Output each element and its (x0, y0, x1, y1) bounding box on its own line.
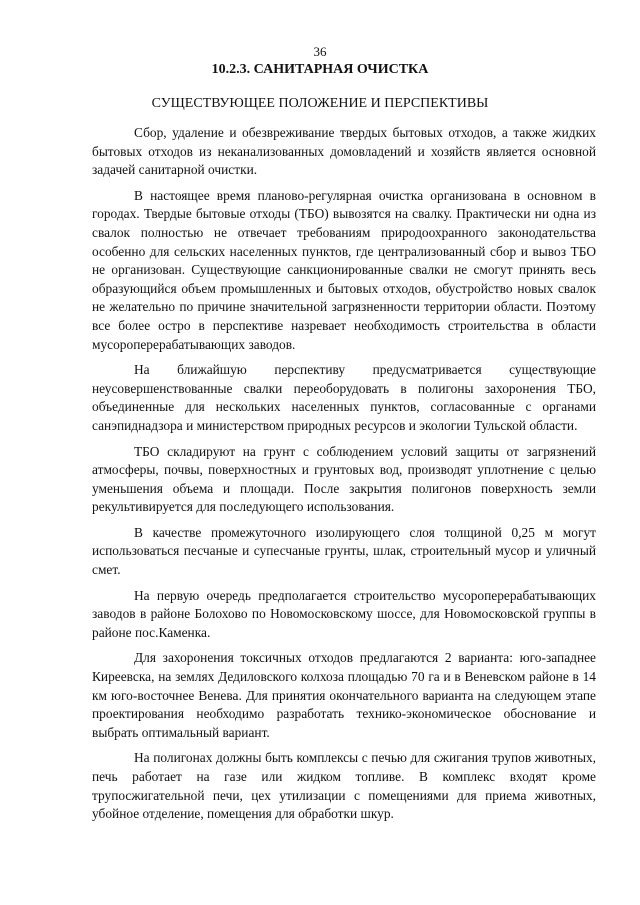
paragraph: В качестве промежуточного изолирующего слоя толщиной 0,25 м могут использоваться песчаные и супесчаные грунты, шлак, строительный мусор и уличный смет. (92, 524, 596, 578)
section-title: 10.2.3. САНИТАРНАЯ ОЧИСТКА (211, 62, 429, 77)
paragraph: На первую очередь предполагается строительство мусороперерабатывающих заводов в районе Болохово по Новомосковскому шоссе, для Новомосковской группы в районе пос.Каменка. (92, 587, 596, 640)
paragraph: На полигонах должны быть комплексы с печью для сжигания трупов животных, печь работает на газе или жидком топливе. В комплекс входят кроме трупосжигательной печи, цех утилизации с помещениями для приема животных, убойное отделение, помещения для обработки шкур. (92, 750, 596, 822)
paragraph: На ближайшую перспективу предусматривается существующие неусовершенствованные свалки переоборудовать в полигоны захоронения ТБО, объединенные для нескольких населенных пунктов, согласованные с органами санэпиднадзора и министерством природных ресурсов и экологии Тульской области. (92, 362, 596, 433)
paragraph: В настоящее время планово-регулярная очистка организована в основном в городах. Твердые бытовые отходы (ТБО) вывозятся на свалку. Практически ни одна из свалок полностью не отвечает требованиям природоохранного законодательства особенно для сельских населенных пунктов, где централизованный сбор и вывоз ТБО не организован. Существующие санкционированные свалки не смогут принять весь образующийся объем промышленных и бытовых отходов, обустройство новых свалок не желательно по причине значительной загрязненности территории области. Поэтому все более остро в перспективе назревает необходимость строительства в области мусороперерабатывающих заводов. (92, 187, 596, 352)
document-body (92, 124, 596, 831)
section-subtitle: СУЩЕСТВУЮЩЕЕ ПОЛОЖЕНИЕ И ПЕРСПЕКТИВЫ (151, 96, 489, 111)
paragraph: Для захоронения токсичных отходов предлагаются 2 варианта: юго-западнее Киреевска, на землях Дедиловского колхоза площадью 70 га и в Веневском районе в 14 км юго-восточнее Венева. Для принятия окончательного варианта на следующем этапе проектирования необходимо разработать технико-экономическое обоснование и выбрать оптимальный вариант. (92, 650, 596, 740)
paragraph: Сбор, удаление и обезвреживание твердых бытовых отходов, а также жидких бытовых отходов из неканализованных домовладений и хозяйств является основной задачей санитарной очистки. (92, 125, 596, 178)
page-number: 36 (313, 44, 327, 59)
paragraph: ТБО складируют на грунт с соблюдением условий защиты от загрязнений атмосферы, почвы, поверхностных и грунтовых вод, производят уплотнение с целью уменьшения объема и площади. После закрытия полигонов поверхность земли рекультивируется для последующего использования. (92, 443, 596, 515)
